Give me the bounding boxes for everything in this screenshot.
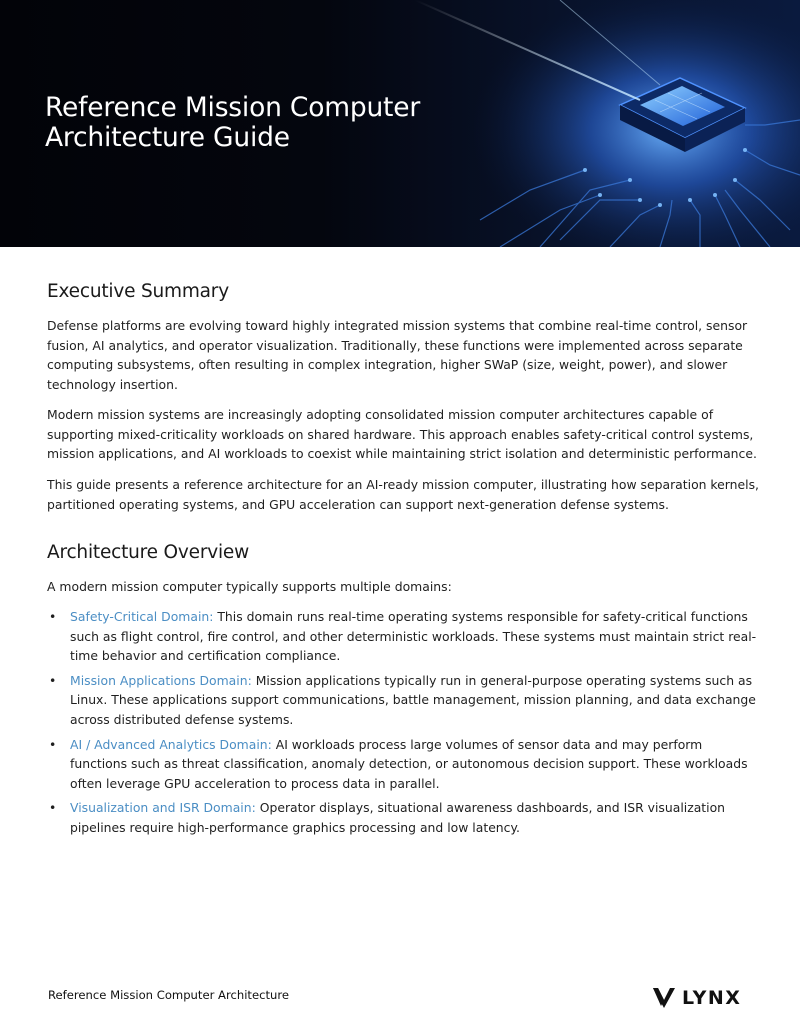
domain-term: Safety-Critical Domain: xyxy=(70,609,214,624)
executive-summary-paragraph-3: This guide presents a reference architecture for an AI-ready mission computer, illustrating how separation kernels, partitioned operating systems, and GPU acceleration can support next-generation defense systems. xyxy=(47,477,759,512)
lynx-logo xyxy=(652,985,741,1011)
lynx-logo-mark-icon xyxy=(652,987,676,1009)
domain-term: AI / Advanced Analytics Domain: xyxy=(70,736,272,752)
bullet-icon: • xyxy=(49,800,57,816)
list-item xyxy=(47,735,759,794)
list-item xyxy=(47,607,759,666)
domain-description: AI workloads process large volumes of sensor data and may perform functions such as threat classification, anomaly detection, or autonomous decision support. These workloads often leverage GPU acceleration to process data in parallel. xyxy=(70,736,748,791)
domain-list xyxy=(47,607,759,843)
page-title-line-2: Architecture Guide xyxy=(45,122,290,153)
hero-banner xyxy=(0,0,800,247)
bullet-icon: • xyxy=(49,672,57,688)
domain-description: Operator displays, situational awareness dashboards, and ISR visualization pipelines require high-performance graphics processing and low latency. xyxy=(70,800,726,835)
bullet-icon: • xyxy=(49,609,57,624)
lynx-logo-wordmark: LYNX xyxy=(682,987,742,1009)
page-title-line-1: Reference Mission Computer xyxy=(45,92,421,123)
list-item xyxy=(47,798,759,837)
bullet-icon: • xyxy=(49,736,57,752)
executive-summary-paragraph-1: Defense platforms are evolving toward highly integrated mission systems that combine real-time control, sensor fusion, AI analytics, and operator visualization. Traditionally, these functions were implemented across separate computing subsystems, often resulting in complex integration, higher SWaP (size, weight, power), and slower technology insertion. xyxy=(47,318,748,392)
architecture-overview-intro: A modern mission computer typically supports multiple domains: xyxy=(47,579,452,594)
footer-document-title: Reference Mission Computer Architecture xyxy=(48,988,290,1002)
executive-summary-paragraph-2: Modern mission systems are increasingly adopting consolidated mission computer architectures capable of supporting mixed-criticality workloads on shared hardware. This approach enables safety-critical control systems, mission applications, and AI workloads to coexist while maintaining strict isolation and deterministic performance. xyxy=(47,407,757,462)
architecture-overview-heading: Architecture Overview xyxy=(47,542,250,563)
domain-description: This domain runs real-time operating systems responsible for safety-critical functions such as flight control, fire control, and other deterministic workloads. These systems must maintain strict real-time behavior and certification compliance. xyxy=(70,609,757,664)
page-title xyxy=(45,93,465,153)
domain-term: Visualization and ISR Domain: xyxy=(70,800,256,816)
list-item xyxy=(47,671,759,730)
executive-summary-heading: Executive Summary xyxy=(47,281,229,302)
domain-term: Mission Applications Domain: xyxy=(70,672,252,688)
domain-description: Mission applications typically run in general-purpose operating systems such as Linux. These applications support communications, battle management, mission planning, and data exchange across distributed defense systems. xyxy=(70,672,756,727)
